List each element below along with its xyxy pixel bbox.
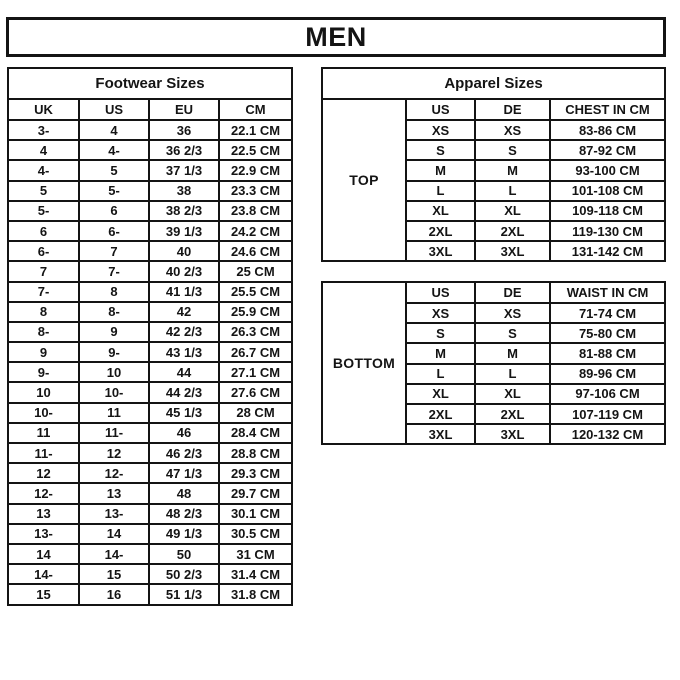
table-row — [8, 241, 292, 261]
table-row — [8, 564, 292, 584]
table-cell: 6- — [79, 221, 149, 241]
table-cell: 28 CM — [219, 403, 292, 423]
apparel-bottom-table — [321, 281, 666, 445]
table-cell: 4- — [8, 160, 79, 180]
table-row — [8, 342, 292, 362]
table-cell: 15 — [8, 584, 79, 604]
table-cell: S — [406, 323, 475, 343]
table-cell: 40 2/3 — [149, 261, 219, 281]
table-row — [8, 403, 292, 423]
table-row — [8, 584, 292, 604]
table-cell: 31 CM — [219, 544, 292, 564]
table-cell: 23.8 CM — [219, 201, 292, 221]
table-row — [8, 120, 292, 140]
table-cell: 50 — [149, 544, 219, 564]
table-cell: 14- — [79, 544, 149, 564]
table-row — [8, 181, 292, 201]
table-cell: 10- — [79, 382, 149, 402]
table-cell: 23.3 CM — [219, 181, 292, 201]
table-cell: 28.4 CM — [219, 423, 292, 443]
bottom-column-header-row — [322, 282, 665, 303]
apparel-caption-row — [322, 68, 665, 99]
table-cell: 3XL — [406, 424, 475, 444]
table-cell: M — [406, 343, 475, 363]
column-header-waist: WAIST IN CM — [550, 282, 665, 303]
column-header-cm: CM — [219, 99, 292, 120]
table-cell: L — [475, 181, 550, 201]
table-cell: 83-86 CM — [550, 120, 665, 140]
table-cell: 101-108 CM — [550, 181, 665, 201]
table-cell: 24.6 CM — [219, 241, 292, 261]
table-cell: 31.8 CM — [219, 584, 292, 604]
table-cell: M — [406, 160, 475, 180]
table-cell: 4 — [79, 120, 149, 140]
table-cell: S — [475, 323, 550, 343]
table-cell: 10 — [79, 362, 149, 382]
table-cell: 12 — [79, 443, 149, 463]
apparel-bottom-table-body — [322, 282, 665, 444]
table-row — [8, 443, 292, 463]
table-cell: 44 2/3 — [149, 382, 219, 402]
table-cell: 89-96 CM — [550, 364, 665, 384]
table-cell: M — [475, 343, 550, 363]
table-cell: 5- — [8, 201, 79, 221]
column-header-de: DE — [475, 99, 550, 120]
table-cell: XL — [475, 384, 550, 404]
table-cell: 87-92 CM — [550, 140, 665, 160]
table-cell: 9 — [79, 322, 149, 342]
top-section-label: TOP — [322, 99, 406, 261]
table-cell: S — [406, 140, 475, 160]
table-cell: 39 1/3 — [149, 221, 219, 241]
table-cell: 9 — [8, 342, 79, 362]
table-cell: 109-118 CM — [550, 201, 665, 221]
table-cell: 13 — [8, 504, 79, 524]
table-cell: 22.5 CM — [219, 140, 292, 160]
table-cell: 2XL — [475, 404, 550, 424]
table-cell: 40 — [149, 241, 219, 261]
table-cell: 37 1/3 — [149, 160, 219, 180]
column-header-chest: CHEST IN CM — [550, 99, 665, 120]
table-cell: 8- — [8, 322, 79, 342]
table-row — [8, 423, 292, 443]
table-cell: 4 — [8, 140, 79, 160]
table-cell: 44 — [149, 362, 219, 382]
column-header-us: US — [79, 99, 149, 120]
table-row — [8, 524, 292, 544]
column-header-us: US — [406, 282, 475, 303]
table-cell: 14 — [8, 544, 79, 564]
table-cell: 29.3 CM — [219, 463, 292, 483]
table-cell: 38 2/3 — [149, 201, 219, 221]
table-cell: 97-106 CM — [550, 384, 665, 404]
page-title — [6, 17, 666, 57]
table-row — [8, 160, 292, 180]
table-row — [8, 483, 292, 503]
table-cell: 71-74 CM — [550, 303, 665, 323]
column-header-de: DE — [475, 282, 550, 303]
table-cell: 25.5 CM — [219, 282, 292, 302]
table-cell: 26.7 CM — [219, 342, 292, 362]
table-row — [8, 362, 292, 382]
table-cell: 4- — [79, 140, 149, 160]
table-cell: 45 1/3 — [149, 403, 219, 423]
table-cell: 24.2 CM — [219, 221, 292, 241]
table-cell: S — [475, 140, 550, 160]
table-cell: XS — [475, 120, 550, 140]
table-cell: 27.1 CM — [219, 362, 292, 382]
table-cell: 47 1/3 — [149, 463, 219, 483]
bottom-section-label: BOTTOM — [322, 282, 406, 444]
table-cell: 7 — [8, 261, 79, 281]
table-cell: 131-142 CM — [550, 241, 665, 261]
table-cell: 11- — [79, 423, 149, 443]
table-row — [8, 382, 292, 402]
table-cell: 6 — [79, 201, 149, 221]
table-cell: 41 1/3 — [149, 282, 219, 302]
table-cell: 14 — [79, 524, 149, 544]
apparel-top-table — [321, 67, 666, 262]
table-cell: 27.6 CM — [219, 382, 292, 402]
column-header-us: US — [406, 99, 475, 120]
table-cell: 11 — [79, 403, 149, 423]
table-cell: 46 — [149, 423, 219, 443]
table-cell: 5 — [8, 181, 79, 201]
table-cell: 2XL — [406, 221, 475, 241]
column-header-uk: UK — [8, 99, 79, 120]
table-cell: 5 — [79, 160, 149, 180]
table-cell: 107-119 CM — [550, 404, 665, 424]
table-cell: 36 2/3 — [149, 140, 219, 160]
table-cell: 25.9 CM — [219, 302, 292, 322]
table-cell: 36 — [149, 120, 219, 140]
table-cell: M — [475, 160, 550, 180]
table-cell: 22.1 CM — [219, 120, 292, 140]
table-cell: 12- — [79, 463, 149, 483]
table-cell: 81-88 CM — [550, 343, 665, 363]
table-cell: 7- — [8, 282, 79, 302]
table-cell: 2XL — [475, 221, 550, 241]
table-cell: 8 — [8, 302, 79, 322]
table-cell: 14- — [8, 564, 79, 584]
table-cell: 11- — [8, 443, 79, 463]
table-cell: XS — [475, 303, 550, 323]
table-cell: 7- — [79, 261, 149, 281]
table-row — [8, 463, 292, 483]
table-cell: 15 — [79, 564, 149, 584]
table-cell: XS — [406, 303, 475, 323]
table-cell: 29.7 CM — [219, 483, 292, 503]
table-row — [8, 504, 292, 524]
footwear-table-body — [8, 120, 292, 605]
table-cell: 50 2/3 — [149, 564, 219, 584]
table-cell: L — [475, 364, 550, 384]
footwear-column-header-row — [8, 99, 292, 120]
table-cell: 3- — [8, 120, 79, 140]
table-row — [8, 221, 292, 241]
table-row — [8, 544, 292, 564]
table-cell: XL — [406, 201, 475, 221]
table-row — [8, 322, 292, 342]
table-cell: 2XL — [406, 404, 475, 424]
table-cell: 9- — [8, 362, 79, 382]
column-header-eu: EU — [149, 99, 219, 120]
table-cell: 8 — [79, 282, 149, 302]
top-column-header-row — [322, 99, 665, 120]
apparel-top-table-body — [322, 99, 665, 261]
table-row — [8, 140, 292, 160]
table-cell: XL — [406, 384, 475, 404]
table-cell: 5- — [79, 181, 149, 201]
table-cell: 10- — [8, 403, 79, 423]
table-row — [8, 282, 292, 302]
table-row — [8, 261, 292, 281]
table-cell: 30.5 CM — [219, 524, 292, 544]
footwear-table-title: Footwear Sizes — [8, 68, 292, 99]
table-cell: 22.9 CM — [219, 160, 292, 180]
footwear-caption-row — [8, 68, 292, 99]
table-cell: 3XL — [475, 424, 550, 444]
page-title-text: MEN — [305, 21, 367, 52]
table-cell: 75-80 CM — [550, 323, 665, 343]
table-cell: 12 — [8, 463, 79, 483]
table-cell: 51 1/3 — [149, 584, 219, 604]
table-cell: 6- — [8, 241, 79, 261]
table-cell: L — [406, 364, 475, 384]
table-cell: 13 — [79, 483, 149, 503]
table-cell: 31.4 CM — [219, 564, 292, 584]
table-cell: 6 — [8, 221, 79, 241]
table-cell: 120-132 CM — [550, 424, 665, 444]
table-cell: 12- — [8, 483, 79, 503]
table-cell: 3XL — [475, 241, 550, 261]
table-row — [8, 201, 292, 221]
table-cell: XS — [406, 120, 475, 140]
table-cell: 25 CM — [219, 261, 292, 281]
table-cell: 42 — [149, 302, 219, 322]
table-cell: 28.8 CM — [219, 443, 292, 463]
table-cell: 11 — [8, 423, 79, 443]
table-row — [8, 302, 292, 322]
table-cell: 7 — [79, 241, 149, 261]
footwear-table — [7, 67, 293, 606]
table-cell: 119-130 CM — [550, 221, 665, 241]
table-cell: 93-100 CM — [550, 160, 665, 180]
apparel-table-title: Apparel Sizes — [322, 68, 665, 99]
table-cell: 48 2/3 — [149, 504, 219, 524]
table-cell: 13- — [8, 524, 79, 544]
table-cell: 42 2/3 — [149, 322, 219, 342]
table-cell: 46 2/3 — [149, 443, 219, 463]
table-cell: XL — [475, 201, 550, 221]
table-cell: 10 — [8, 382, 79, 402]
table-cell: 16 — [79, 584, 149, 604]
table-cell: 13- — [79, 504, 149, 524]
table-cell: 30.1 CM — [219, 504, 292, 524]
table-cell: 26.3 CM — [219, 322, 292, 342]
table-cell: 49 1/3 — [149, 524, 219, 544]
table-cell: 43 1/3 — [149, 342, 219, 362]
table-cell: 8- — [79, 302, 149, 322]
table-cell: 9- — [79, 342, 149, 362]
table-cell: 38 — [149, 181, 219, 201]
table-cell: L — [406, 181, 475, 201]
table-cell: 3XL — [406, 241, 475, 261]
table-cell: 48 — [149, 483, 219, 503]
